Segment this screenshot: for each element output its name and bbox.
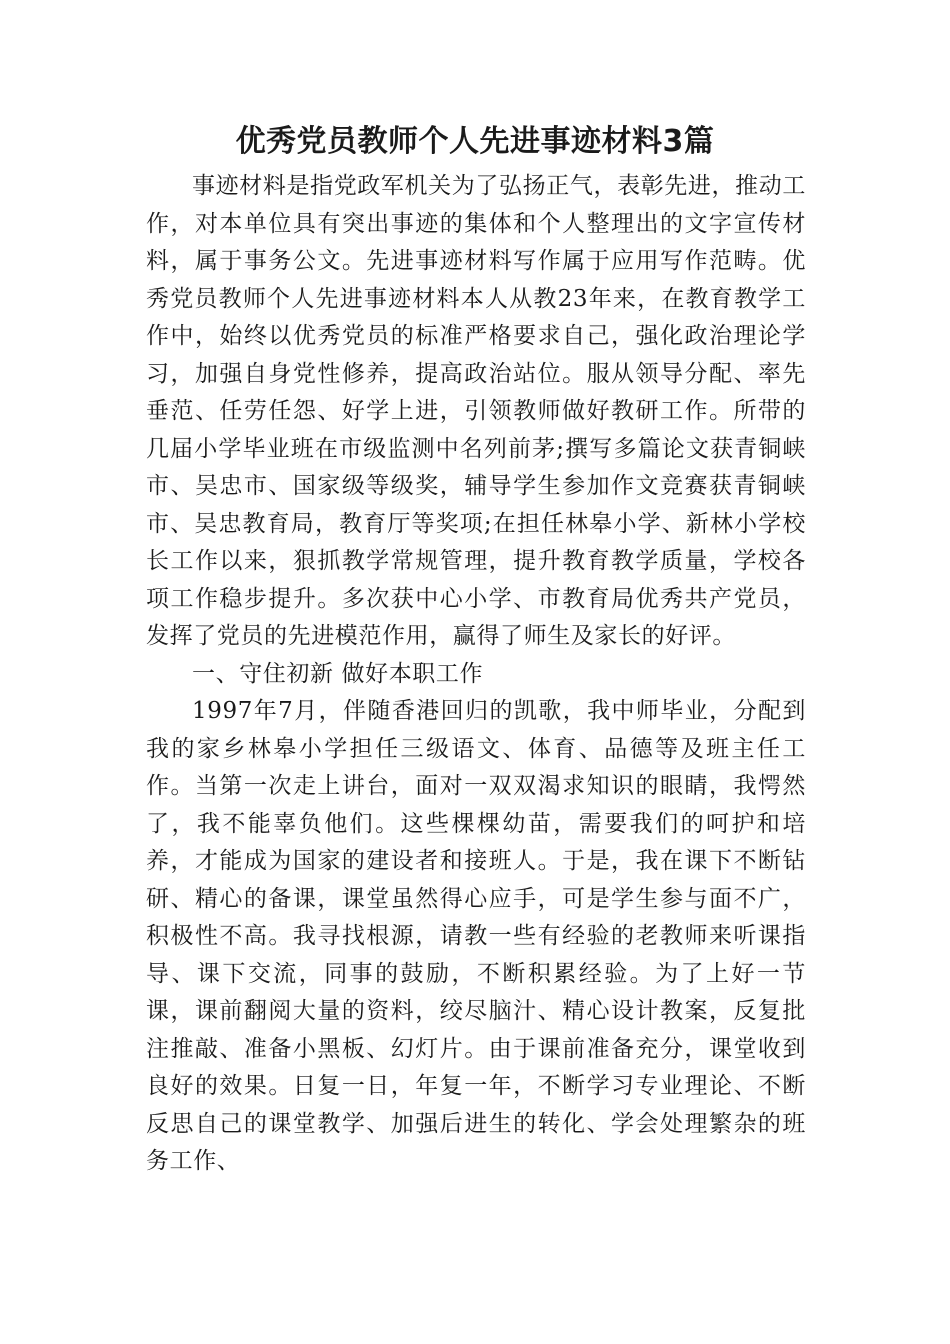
document-body — [146, 168, 806, 1181]
intro-paragraph: 事迹材料是指党政军机关为了弘扬正气，表彰先进，推动工作，对本单位具有突出事迹的集体和个人整理出的文字宣传材料，属于事务公文。先进事迹材料写作属于应用写作范畴。优秀党员教师个人先进事迹材料本人从教23年来，在教育教学工作中，始终以优秀党员的标准严格要求自己，强化政治理论学习，加强自身党性修养，提高政治站位。服从领导分配、率先垂范、任劳任怨、好学上进，引领教师做好教研工作。所带的几届小学毕业班在市级监测中名列前茅;撰写多篇论文获青铜峡市、吴忠市、国家级等级奖，辅导学生参加作文竞赛获青铜峡市、吴忠教育局，教育厅等奖项;在担任林皋小学、新林小学校长工作以来，狠抓教学常规管理，提升教育教学质量，学校各项工作稳步提升。多次获中心小学、市教育局优秀共产党员，发挥了党员的先进模范作用，赢得了师生及家长的好评。 — [146, 173, 806, 649]
section-heading: 一、守住初新 做好本职工作 — [192, 660, 484, 687]
document-title: 优秀党员教师个人先进事迹材料3篇 — [235, 124, 715, 159]
section-paragraph: 1997年7月，伴随香港回归的凯歌，我中师毕业，分配到我的家乡林皋小学担任三级语文、体育、品德等及班主任工作。当第一次走上讲台，面对一双双渴求知识的眼睛，我愕然了，我不能辜负他们。这些棵棵幼苗，需要我们的呵护和培养，才能成为国家的建设者和接班人。于是，我在课下不断钻研、精心的备课，课堂虽然得心应手，可是学生参与面不广，积极性不高。我寻找根源，请教一些有经验的老教师来听课指导、课下交流，同事的鼓励，不断积累经验。为了上好一节课，课前翻阅大量的资料，绞尽脑汁、精心设计教案，反复批注推敲、准备小黑板、幻灯片。由于课前准备充分，课堂收到良好的效果。日复一日，年复一年，不断学习专业理论、不断反思自己的课堂教学、加强后进生的转化、学会处理繁杂的班务工作、 — [146, 698, 806, 1174]
